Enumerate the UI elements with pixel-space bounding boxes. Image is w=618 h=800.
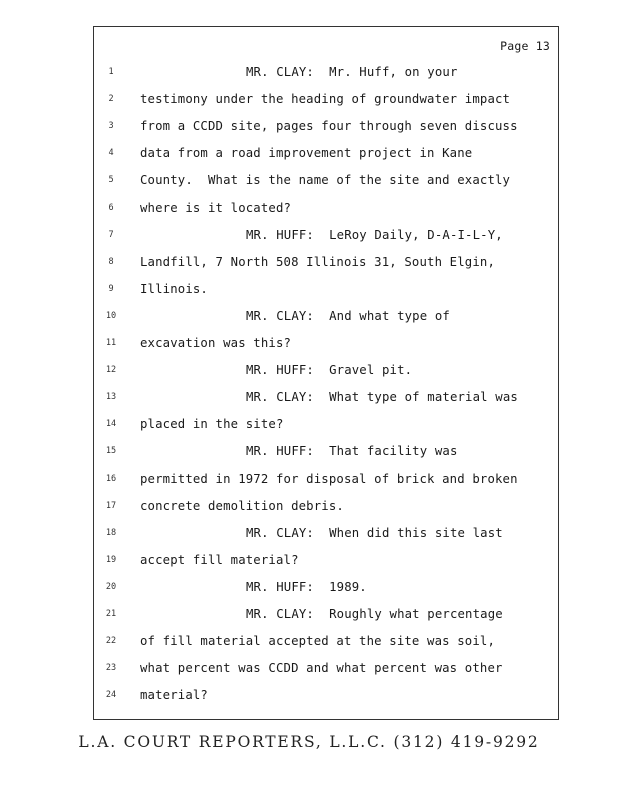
line-number: 16 [105, 473, 117, 484]
line-number: 17 [105, 500, 117, 511]
transcript-line-text: accept fill material? [140, 552, 299, 567]
transcript-line-text: MR. CLAY: Mr. Huff, on your [246, 65, 458, 79]
line-number: 10 [105, 310, 117, 321]
transcript-line-text: MR. HUFF: Gravel pit. [246, 363, 413, 378]
transcript-line-text: MR. CLAY: Roughly what percentage [246, 607, 503, 621]
transcript-line-text: County. What is the name of the site and exactly [140, 173, 511, 188]
transcript-line-text: excavation was this? [140, 336, 292, 350]
transcript-line-text: MR. CLAY: When did this site last [246, 525, 503, 540]
line-number: 7 [108, 229, 114, 240]
page-number: Page 13 [500, 39, 550, 53]
line-number: 15 [105, 446, 117, 457]
transcript-line-text: what percent was CCDD and what percent was other [140, 661, 503, 676]
transcript-line-text: MR. HUFF: That facility was [246, 444, 458, 459]
line-number: 1 [108, 67, 114, 77]
transcript-line-text: testimony under the heading of groundwater impact [140, 92, 511, 107]
line-number: 19 [105, 554, 117, 565]
line-number: 12 [105, 365, 117, 376]
transcript-page [93, 26, 559, 720]
line-number: 6 [108, 202, 114, 213]
transcript-line-text: MR. HUFF: 1989. [246, 579, 367, 594]
line-number: 11 [105, 338, 117, 348]
line-number: 20 [105, 581, 117, 592]
line-number: 9 [108, 283, 114, 294]
line-number: 4 [108, 148, 114, 159]
transcript-line-text: placed in the site? [140, 417, 284, 432]
transcript-line-text: Landfill, 7 North 508 Illinois 31, South Elgin, [140, 254, 496, 269]
line-number: 2 [108, 94, 114, 105]
transcript-line-text: MR. HUFF: LeRoy Daily, D-A-I-L-Y, [246, 227, 503, 242]
line-number: 22 [105, 636, 117, 647]
court-reporter-footer: L.A. COURT REPORTERS, L.L.C. (312) 419-9292 [78, 733, 540, 751]
line-number: 14 [105, 419, 117, 430]
transcript-line-text: material? [140, 688, 208, 703]
transcript-line-text: MR. CLAY: And what type of [246, 308, 450, 323]
line-number: 13 [105, 392, 117, 403]
line-number: 23 [105, 663, 117, 674]
line-number: 18 [105, 527, 117, 538]
transcript-line-text: of fill material accepted at the site was soil, [140, 634, 496, 649]
transcript-line-text: permitted in 1972 for disposal of brick and broken [140, 471, 518, 486]
transcript-line-text: MR. CLAY: What type of material was [246, 390, 518, 405]
line-number: 8 [108, 256, 114, 267]
transcript-line-text: data from a road improvement project in Kane [140, 146, 473, 161]
line-number: 24 [105, 690, 117, 701]
transcript-line-text: from a CCDD site, pages four through seven discuss [140, 119, 518, 134]
transcript-line-text: where is it located? [140, 200, 292, 215]
line-number: 21 [105, 609, 117, 619]
line-number: 3 [108, 121, 114, 132]
transcript-line-text: concrete demolition debris. [140, 498, 344, 513]
line-number: 5 [108, 175, 114, 186]
transcript-line-text: Illinois. [140, 281, 208, 296]
